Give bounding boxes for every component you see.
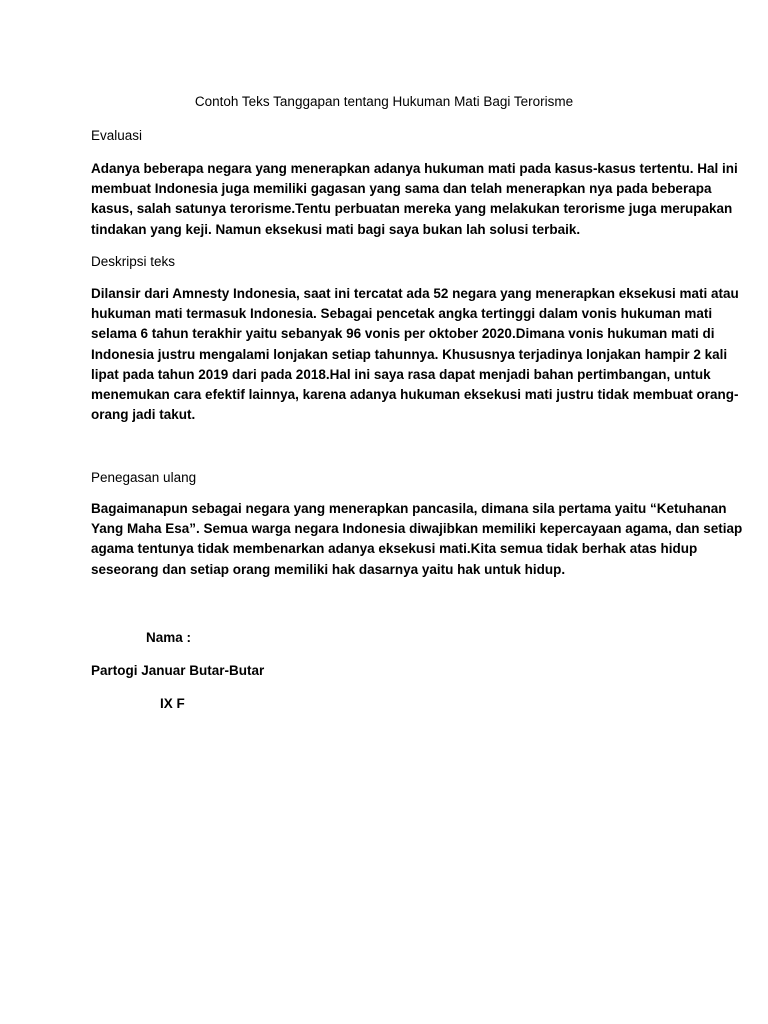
paragraph-line: tindakan yang keji. Namun eksekusi mati bagi saya bukan lah solusi terbaik. [91, 221, 581, 237]
paragraph-line: Yang Maha Esa”. Semua warga negara Indonesia diwajibkan memiliki kepercayaan agama, dan setiap [91, 521, 743, 537]
paragraph-line: Indonesia justru mengalami lonjakan setiap tahunnya. Khususnya terjadinya lonjakan hampir 2 kali [91, 346, 728, 362]
document-title: Contoh Teks Tanggapan tentang Hukuman Mati Bagi Terorisme [194, 94, 574, 109]
paragraph-line: orang jadi takut. [91, 407, 196, 423]
section-heading-penegasan: Penegasan ulang [91, 470, 197, 485]
signature-name-label: Nama : [146, 630, 192, 645]
paragraph-penegasan [91, 499, 743, 580]
paragraph-line: Dilansir dari Amnesty Indonesia, saat ini tercatat ada 52 negara yang menerapkan eksekusi mati atau [91, 286, 739, 301]
paragraph-line: hukuman mati termasuk Indonesia. Sebagai pencetak angka tertinggi dalam vonis hukuman mati [91, 306, 713, 322]
paragraph-line: Bagaimanapun sebagai negara yang menerapkan pancasila, dimana sila pertama yaitu “Ketuhanan [91, 501, 727, 516]
signature-name: Partogi Januar Butar-Butar [91, 663, 265, 678]
signature-class: IX F [160, 696, 185, 711]
paragraph-evaluasi [91, 159, 738, 240]
paragraph-deskripsi [91, 284, 739, 425]
section-heading-evaluasi: Evaluasi [91, 128, 143, 143]
paragraph-line: agama tentunya tidak membenarkan adanya eksekusi mati.Kita semua tidak berhak atas hidup [91, 541, 698, 557]
paragraph-line: kasus, salah satunya terorisme.Tentu perbuatan mereka yang melakukan terorisme juga merupakan [91, 201, 733, 217]
paragraph-line: selama 6 tahun terakhir yaitu sebanyak 96 vonis per oktober 2020.Dimana vonis hukuman mati di [91, 326, 715, 342]
paragraph-line: seseorang dan setiap orang memiliki hak dasarnya yaitu hak untuk hidup. [91, 561, 566, 577]
section-heading-deskripsi: Deskripsi teks [91, 254, 176, 269]
paragraph-line: menemukan cara efektif lainnya, karena adanya hukuman eksekusi mati justru tidak membuat orang- [91, 387, 739, 403]
paragraph-line: lipat pada tahun 2019 dari pada 2018.Hal ini saya rasa dapat menjadi bahan pertimbangan, untuk [91, 366, 711, 382]
paragraph-line: Adanya beberapa negara yang menerapkan adanya hukuman mati pada kasus-kasus tertentu. Hal ini [91, 161, 738, 176]
paragraph-line: membuat Indonesia juga memiliki gagasan yang sama dan telah menerapkan nya pada beberapa [91, 181, 712, 197]
